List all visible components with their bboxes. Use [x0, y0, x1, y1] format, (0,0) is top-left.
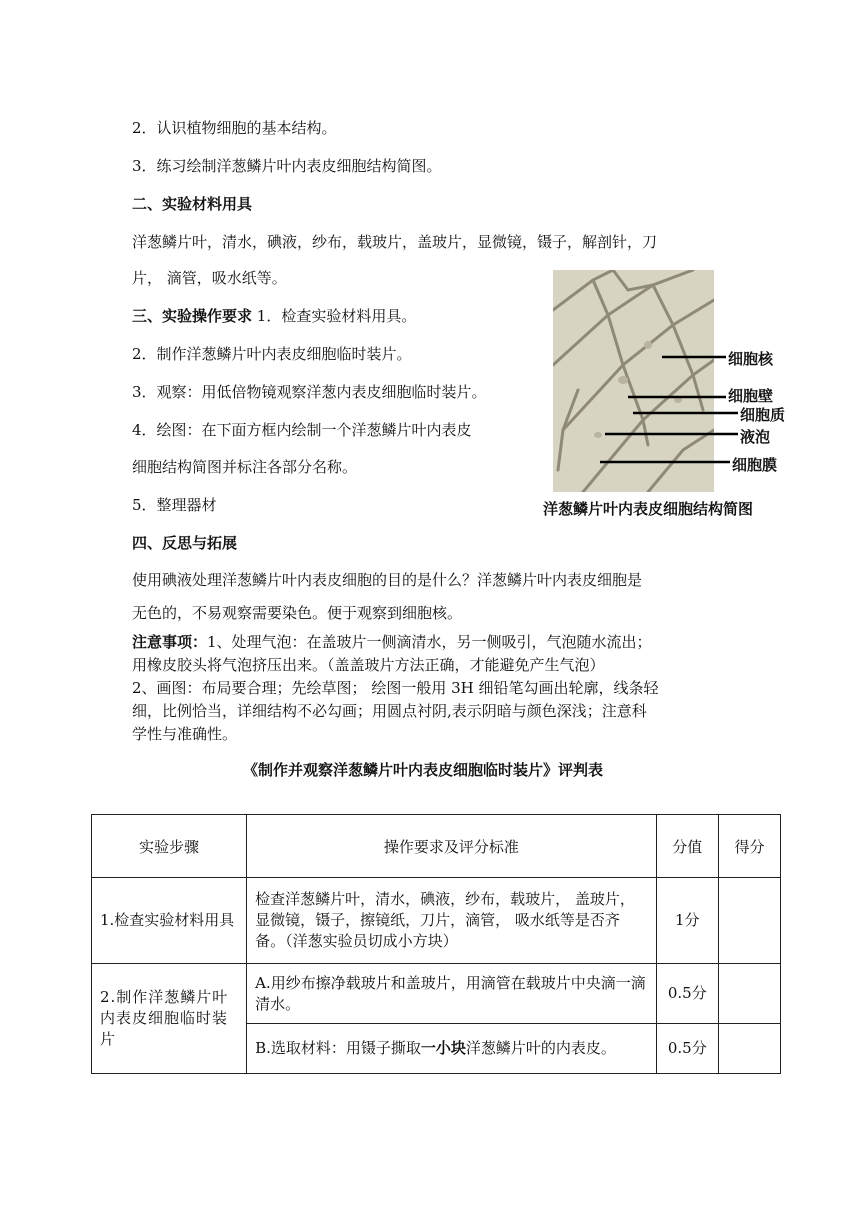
procedure-step-2: 2．制作洋葱鳞片叶内表皮细胞临时装片。 — [132, 345, 412, 363]
procedure-step-1: 1．检查实验材料用具。 — [252, 307, 417, 325]
label-cell-wall: 细胞壁 — [728, 387, 774, 405]
row2-step: 2.制作洋葱鳞片叶内表皮细胞临时装片 — [92, 964, 247, 1074]
req-b-pre: B.选取材料：用镊子撕取 — [255, 1039, 421, 1057]
req-b-bold: 一小块 — [420, 1039, 466, 1057]
header-requirement: 操作要求及评分标准 — [247, 815, 656, 878]
objective-3: 3．练习绘制洋葱鳞片叶内表皮细胞结构简图。 — [132, 157, 442, 175]
procedure-step-5: 5．整理器材 — [132, 496, 217, 514]
figure-caption: 洋葱鳞片叶内表皮细胞结构简图 — [543, 500, 754, 518]
row1-score: 1分 — [656, 878, 718, 964]
reflection-line-1: 使用碘液处理洋葱鳞片叶内表皮细胞的目的是什么？洋葱鳞片叶内表皮细胞是 — [132, 571, 643, 589]
header-step: 实验步骤 — [92, 815, 247, 878]
reflection-heading: 四、反思与拓展 — [132, 534, 238, 552]
notes-line-4: 细，比例恰当，详细结构不必勾画；用圆点衬阴,表示阴暗与颜色深浅；注意科 — [132, 702, 647, 720]
row2-requirement-a: A.用纱布擦净载玻片和盖玻片，用滴管在载玻片中央滴一滴清水。 — [247, 964, 656, 1024]
table-row — [92, 964, 781, 1024]
notes-line-1 — [132, 632, 652, 652]
label-nucleus: 细胞核 — [728, 350, 774, 368]
procedure-step-3: 3．观察：用低倍物镜观察洋葱内表皮细胞临时装片。 — [132, 383, 487, 401]
row2-earned-b[interactable] — [719, 1024, 781, 1074]
row1-earned[interactable] — [719, 878, 781, 964]
materials-line-1: 洋葱鳞片叶，清水，碘液，纱布，载玻片，盖玻片，显微镜，镊子，解剖针，刀 — [132, 233, 658, 251]
header-earned: 得分 — [719, 815, 781, 878]
procedure-heading: 三、实验操作要求 — [132, 307, 253, 325]
row2-earned-a[interactable] — [719, 964, 781, 1024]
procedure-step-4b: 细胞结构简图并标注各部分名称。 — [132, 458, 358, 476]
label-vacuole: 液泡 — [740, 428, 771, 446]
notes-line-3: 2、画图：布局要合理；先绘草图； 绘图一般用 3H 细铅笔勾画出轮廓，线条轻 — [132, 679, 659, 697]
table-header-row — [92, 815, 781, 878]
notes-label: 注意事项： — [132, 633, 208, 651]
procedure-step-4a: 4．绘图：在下面方框内绘制一个洋葱鳞片叶内表皮 — [132, 421, 472, 439]
grading-table — [91, 814, 781, 1074]
req-b-post: 洋葱鳞片叶的内表皮。 — [465, 1039, 616, 1057]
notes-line-5: 学性与准确性。 — [132, 725, 238, 743]
materials-heading: 二、实验材料用具 — [132, 195, 253, 213]
label-cell-membrane: 细胞膜 — [732, 456, 778, 474]
reflection-line-2: 无色的，不易观察需要染色。便于观察到细胞核。 — [132, 604, 463, 622]
row2-requirement-b — [247, 1024, 656, 1074]
header-score: 分值 — [656, 815, 718, 878]
objective-2: 2．认识植物细胞的基本结构。 — [132, 119, 337, 137]
row1-requirement: 检查洋葱鳞片叶，清水，碘液，纱布，载玻片， 盖玻片，显微镜，镊子，擦镜纸，刀片，滴管， 吸水纸等是否齐备。（洋葱实验员切成小方块） — [247, 878, 656, 964]
materials-line-2: 片， 滴管，吸水纸等。 — [132, 269, 287, 287]
label-cytoplasm: 细胞质 — [740, 406, 786, 424]
notes-text-1: 1、处理气泡：在盖玻片一侧滴清水，另一侧吸引，气泡随水流出； — [207, 633, 652, 651]
table-title: 《制作并观察洋葱鳞片叶内表皮细胞临时装片》评判表 — [243, 761, 604, 779]
notes-line-2: 用橡皮胶头将气泡挤压出来。（盖盖玻片方法正确，才能避免产生气泡） — [132, 656, 605, 674]
table-row — [92, 878, 781, 964]
row2-score-b: 0.5分 — [656, 1024, 718, 1074]
row2-score-a: 0.5分 — [656, 964, 718, 1024]
row1-step: 1.检查实验材料用具 — [92, 878, 247, 964]
